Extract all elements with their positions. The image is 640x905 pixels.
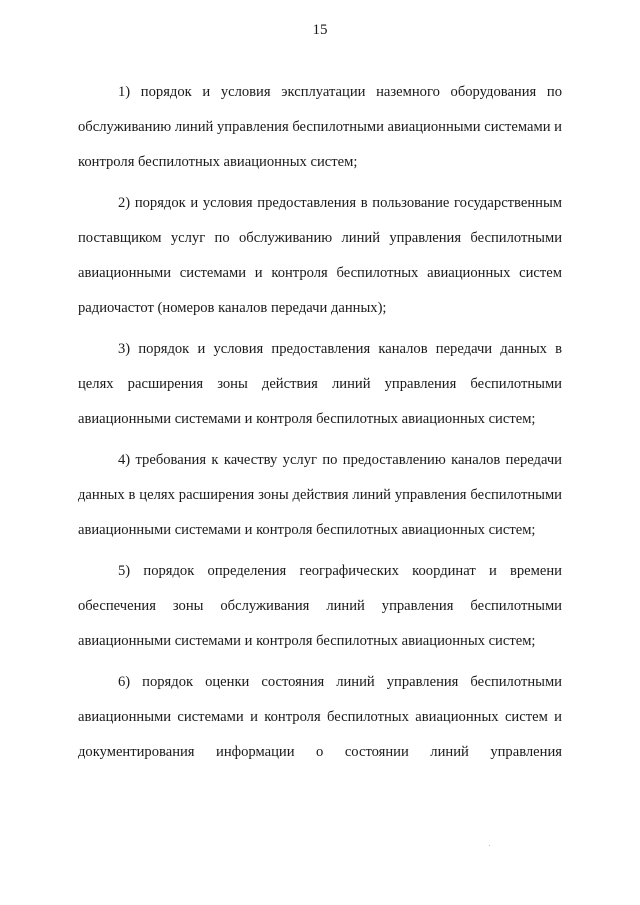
scan-speck xyxy=(489,845,490,846)
page-number: 15 xyxy=(312,22,328,38)
list-item-5: 5) порядок определения географических координат и времени обеспечения зоны обслуживания линий управления беспилотными авиационными системами и контроля беспилотных авиационных систем; xyxy=(78,563,562,649)
list-item-4: 4) требования к качеству услуг по предоставлению каналов передачи данных в целях расширения зоны действия линий управления беспилотными авиационными системами и контроля беспилотных авиационных систем; xyxy=(78,452,562,538)
list-item-2: 2) порядок и условия предоставления в пользование государственным поставщиком услуг по обслуживанию линий управления беспилотными авиационными системами и контроля беспилотных авиационных систем радиочастот (номеров каналов передачи данных); xyxy=(78,195,562,316)
list-item-3: 3) порядок и условия предоставления каналов передачи данных в целях расширения зоны действия линий управления беспилотными авиационными системами и контроля беспилотных авиационных систем; xyxy=(78,341,562,427)
list-item-6: 6) порядок оценки состояния линий управления беспилотными авиационными системами и контроля беспилотных авиационных систем и документирования информации о состоянии линий управления xyxy=(78,674,562,760)
list-item-1: 1) порядок и условия эксплуатации наземного оборудования по обслуживанию линий управления беспилотными авиационными системами и контроля беспилотных авиационных систем; xyxy=(78,84,562,170)
document-body xyxy=(78,75,562,776)
